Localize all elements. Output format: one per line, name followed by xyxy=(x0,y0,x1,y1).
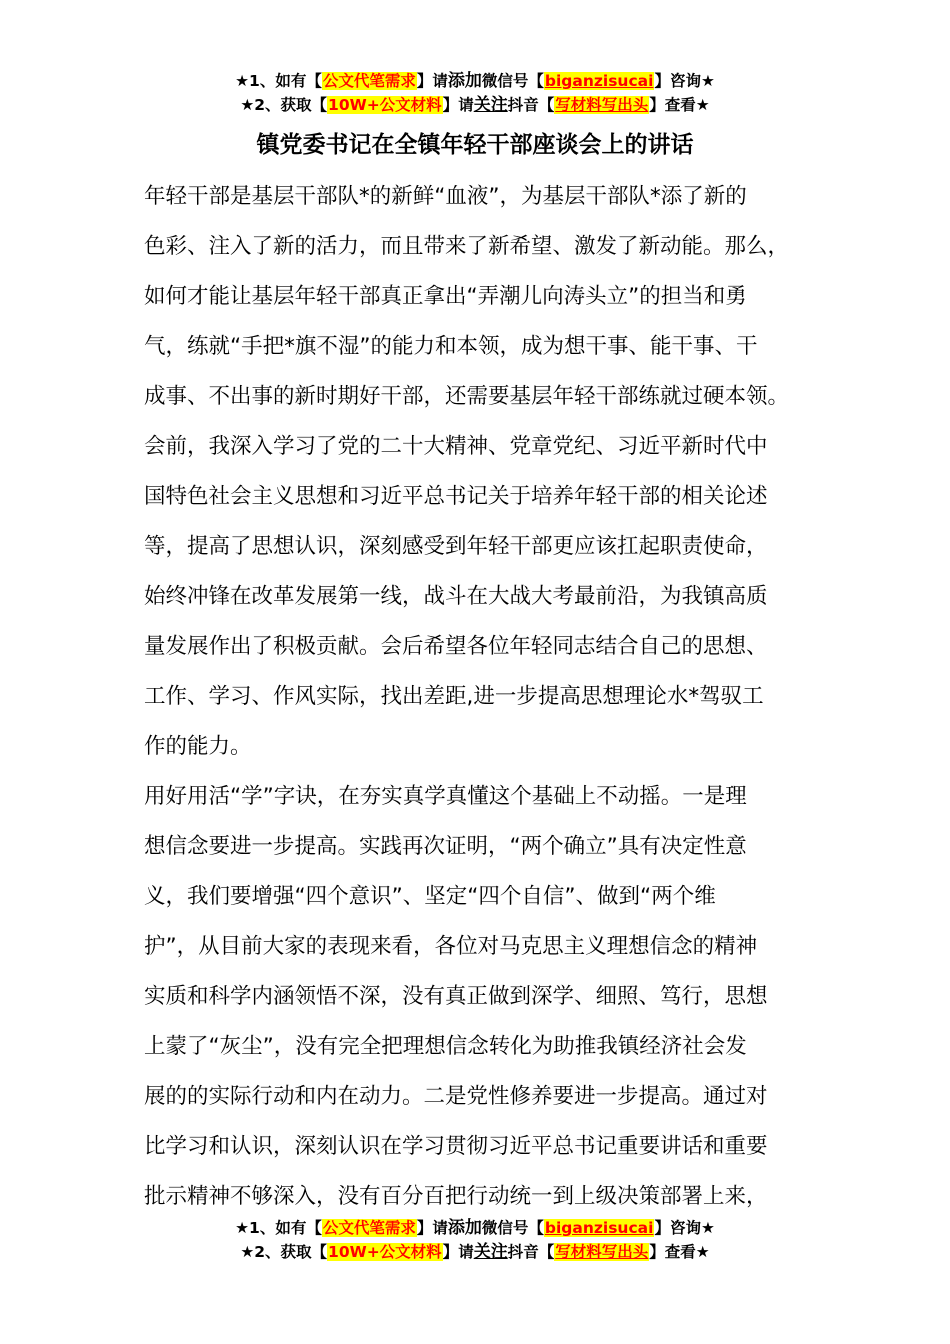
promo-text: 】查看★ xyxy=(649,1243,710,1261)
document-body xyxy=(144,172,844,1222)
promo-text: 】请 xyxy=(442,1243,474,1261)
promo-text: 】咨询★ xyxy=(654,1219,715,1237)
body-line: 作的能力。 xyxy=(144,734,252,759)
promo-text: ★1、如有【 xyxy=(235,72,322,90)
body-line: 比学习和认识，深刻认识在学习贯彻习近平总书记重要讲话和重要 xyxy=(144,1134,768,1159)
document-title: 镇党委书记在全镇年轻干部座谈会上的讲话 xyxy=(256,132,694,158)
promo-text: 微信号【 xyxy=(481,72,544,90)
promo-text: 抖音【 xyxy=(507,96,555,114)
promo-wechat-id: biganzisucai xyxy=(544,1219,654,1237)
promo-text: ★2、获取【 xyxy=(240,96,328,114)
body-line: 始终冲锋在改革发展第一线，战斗在大战大考最前沿，为我镇高质 xyxy=(144,584,768,609)
body-line: 用好用活“学”字诀，在夯实真学真懂这个基础上不动摇。一是理 xyxy=(144,784,747,809)
body-line: 护”，从目前大家的表现来看，各位对马克思主义理想信念的精神 xyxy=(144,934,758,959)
body-line: 批示精神不够深入，没有百分百把行动统一到上级决策部署上来， xyxy=(144,1184,768,1209)
body-line: 气，练就“手把*旗不湿”的能力和本领，成为想干事、能干事、干 xyxy=(144,334,758,359)
promo-text: 】请 xyxy=(416,1219,448,1237)
promo-line-1 xyxy=(0,69,950,93)
body-line: 想信念要进一步提高。实践再次证明，“两个确立”具有决定性意 xyxy=(144,834,747,859)
promo-emphasis: 关注 xyxy=(473,1242,508,1262)
body-line: 会前，我深入学习了党的二十大精神、党章党纪、习近平新时代中 xyxy=(144,434,768,459)
promo-text: 微信号【 xyxy=(481,1219,544,1237)
promo-highlight: 10W+公文材料 xyxy=(328,96,442,114)
promo-text: 】请 xyxy=(416,72,448,90)
promo-text: 】咨询★ xyxy=(654,72,715,90)
promo-emphasis: 添加 xyxy=(447,71,482,91)
body-line: 展的的实际行动和内在动力。二是党性修养要进一步提高。通过对 xyxy=(144,1084,768,1109)
promo-text: 抖音【 xyxy=(507,1243,555,1261)
footer-promo-banner xyxy=(0,1216,950,1264)
promo-text: 】查看★ xyxy=(649,96,710,114)
promo-douyin-id: 写材料写出头 xyxy=(555,96,649,114)
promo-line-2 xyxy=(0,1240,950,1264)
promo-wechat-id: biganzisucai xyxy=(544,72,654,90)
body-line: 年轻干部是基层干部队*的新鲜“血液”，为基层干部队*添了新的 xyxy=(144,184,747,209)
body-line: 实质和科学内涵领悟不深，没有真正做到深学、细照、笃行，思想 xyxy=(144,984,768,1009)
promo-douyin-id: 写材料写出头 xyxy=(555,1243,649,1261)
promo-highlight: 公文代笔需求 xyxy=(322,72,416,90)
promo-line-2 xyxy=(0,93,950,117)
body-line: 量发展作出了积极贡献。会后希望各位年轻同志结合自己的思想、 xyxy=(144,634,768,659)
body-line: 义，我们要增强“四个意识”、坚定“四个自信”、做到“两个维 xyxy=(144,884,716,909)
promo-text: 】请 xyxy=(442,96,474,114)
header-promo-banner xyxy=(0,69,950,117)
body-line: 如何才能让基层年轻干部真正拿出“弄潮儿向涛头立”的担当和勇 xyxy=(144,284,747,309)
promo-line-1 xyxy=(0,1216,950,1240)
promo-highlight: 公文代笔需求 xyxy=(322,1219,416,1237)
body-line: 色彩、注入了新的活力，而且带来了新希望、激发了新动能。那么， xyxy=(144,234,790,259)
promo-text: ★1、如有【 xyxy=(235,1219,322,1237)
body-line: 上蒙了“灰尘”，没有完全把理想信念转化为助推我镇经济社会发 xyxy=(144,1034,747,1059)
body-line: 等，提高了思想认识，深刻感受到年轻干部更应该扛起职责使命， xyxy=(144,534,768,559)
body-line: 工作、学习、作风实际，找出差距,进一步提高思想理论水*驾驭工 xyxy=(144,684,764,709)
promo-highlight: 10W+公文材料 xyxy=(328,1243,442,1261)
promo-text: ★2、获取【 xyxy=(240,1243,328,1261)
body-line: 成事、不出事的新时期好干部，还需要基层年轻干部练就过硬本领。 xyxy=(144,384,790,409)
promo-emphasis: 添加 xyxy=(447,1218,482,1238)
body-line: 国特色社会主义思想和习近平总书记关于培养年轻干部的相关论述 xyxy=(144,484,768,509)
promo-emphasis: 关注 xyxy=(473,95,508,115)
